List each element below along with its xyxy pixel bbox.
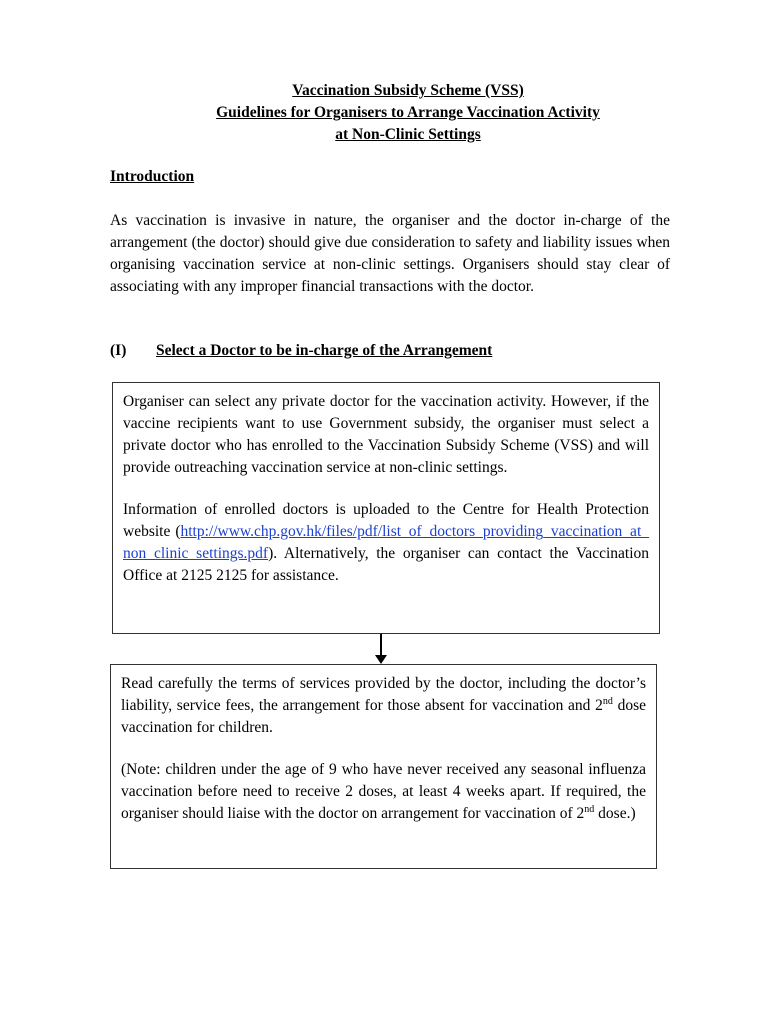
title-line-1: Vaccination Subsidy Scheme (VSS): [292, 82, 524, 99]
terms-of-service-box: [110, 664, 657, 869]
terms-text-a: Read carefully the terms of services provided by the doctor, including the doctor’s liability, service fees, the arrangement for those absent for vaccination and 2: [121, 675, 646, 714]
note-paragraph: [121, 759, 646, 825]
terms-paragraph: [121, 673, 646, 739]
terms-superscript: nd: [602, 695, 613, 707]
note-text-b: dose.): [594, 805, 636, 822]
enrolled-doctors-rest: ). Alternatively, the organiser can contact the Vaccination Office at 2125 2125 for assistance.: [123, 545, 649, 584]
doctor-selection-paragraph: Organiser can select any private doctor for the vaccination activity. However, if the vaccine recipients want to use Government subsidy, the organiser must select a private doctor who has enrolled to the Vaccination Subsidy Scheme (VSS) and will provide outreaching vaccination service at non-clinic settings.: [123, 393, 649, 476]
note-superscript: nd: [584, 803, 595, 815]
section-1-number: (I): [110, 342, 127, 359]
open-paren: (: [175, 523, 181, 540]
doctor-selection-box: [112, 382, 660, 634]
enrolled-doctors-info-paragraph: [123, 499, 649, 587]
introduction-paragraph: As vaccination is invasive in nature, the organiser and the doctor in-charge of the arrangement (the doctor) should give due consideration to safety and liability issues when organising vaccination service at non-clinic settings. Organisers should stay clear of associating with any improper financial transactions with the doctor.: [110, 212, 670, 295]
enrolled-doctors-intro: Information of enrolled doctors is uploaded to the Centre for Health Protection website: [123, 501, 649, 540]
flow-arrow-down-icon: [375, 655, 387, 664]
section-1-title: Select a Doctor to be in-charge of the Arrangement: [156, 342, 493, 359]
terms-text-b: dose vaccination for children.: [121, 697, 646, 736]
flow-arrow-line: [380, 634, 382, 656]
section-1-heading: [110, 342, 492, 360]
note-text-a: (Note: children under the age of 9 who have never received any seasonal influenza vaccination before need to receive 2 doses, at least 4 weeks apart. If required, the organiser should liaise with the doctor on arrangement for vaccination of 2: [121, 761, 646, 822]
document-title: [0, 80, 770, 146]
chp-doctor-list-link[interactable]: http://www.chp.gov.hk/files/pdf/list_of_doctors_providing_vaccination_at_non_clinic_settings.pdf: [123, 523, 649, 562]
introduction-heading: Introduction: [110, 168, 195, 185]
title-line-2: Guidelines for Organisers to Arrange Vaccination Activity: [216, 104, 600, 121]
title-line-3: at Non-Clinic Settings: [335, 126, 481, 143]
